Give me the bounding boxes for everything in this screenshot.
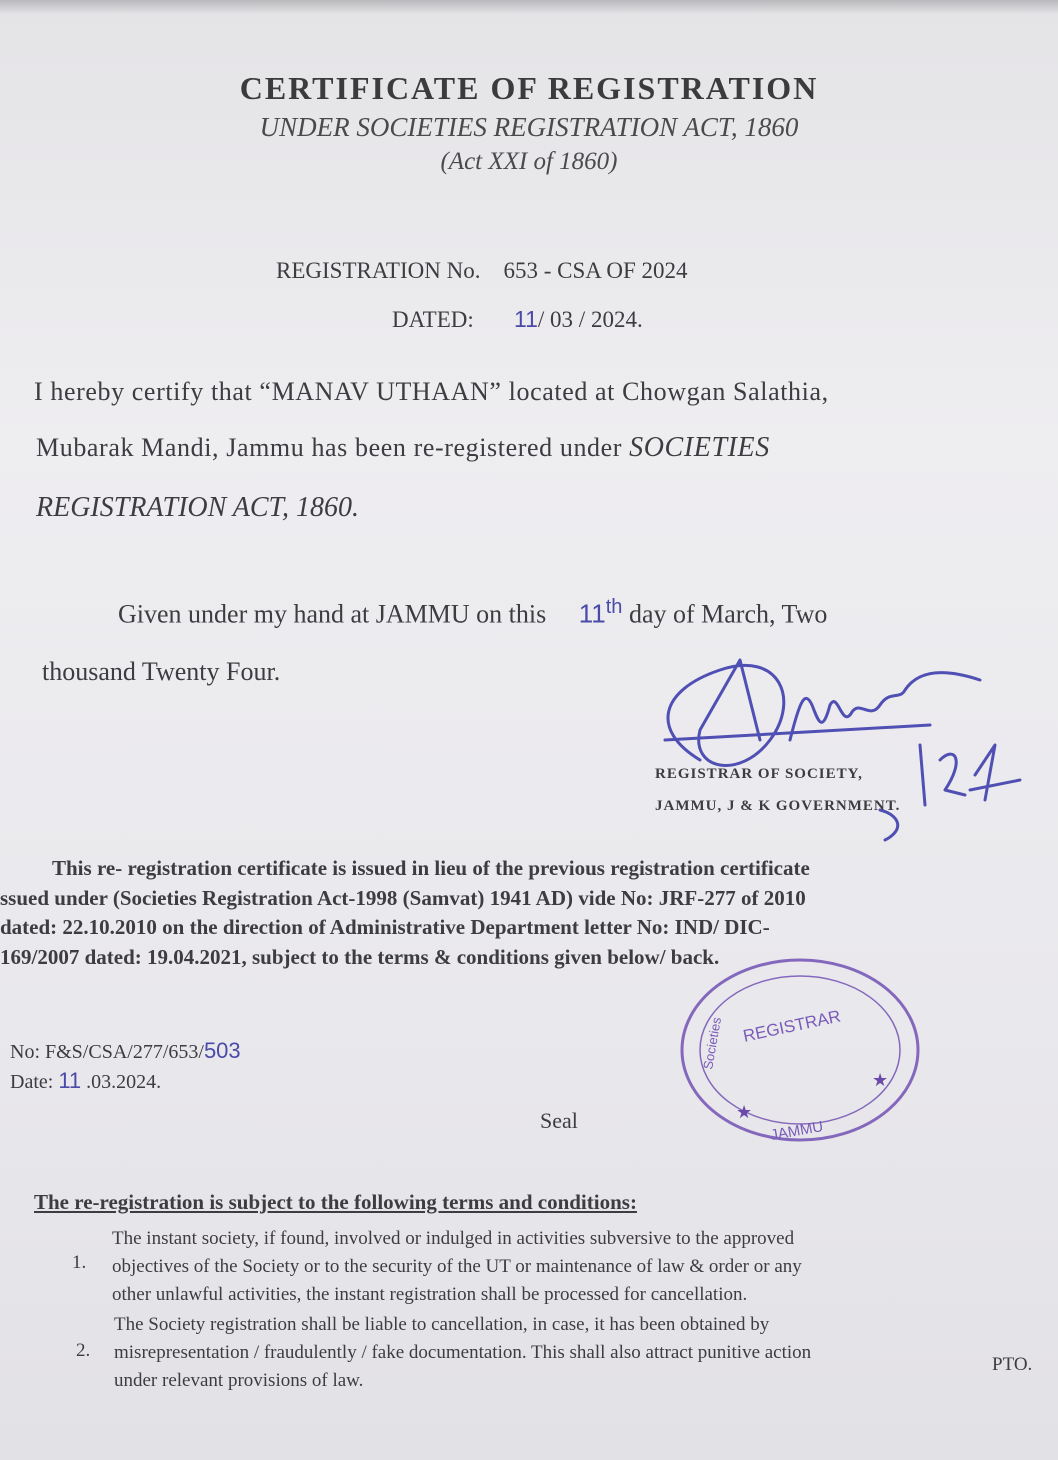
certificate-title: CERTIFICATE OF REGISTRATION: [239, 70, 819, 106]
certificate-subtitle: UNDER SOCIETIES REGISTRATION ACT, 1860: [259, 112, 799, 142]
term-1-line-2: objectives of the Society or to the security of the UT or maintenance of law & order or any: [112, 1256, 802, 1277]
reference-number-handwritten: 503: [203, 1038, 241, 1063]
stamp-star-icon: ★: [872, 1070, 889, 1091]
stamp-left-arc-text: Societies: [700, 1015, 725, 1071]
term-1-line-3: other unlawful activities, the instant registration shall be processed for cancellation.: [112, 1284, 748, 1305]
reference-date-handwritten: 11: [58, 1068, 82, 1093]
certify-line-2b: SOCIETIES: [629, 432, 770, 463]
term-2-line-2: misrepresentation / fraudulently / fake documentation. This shall also attract punitive action: [114, 1342, 812, 1363]
note-line-1: This re- registration certificate is issued in lieu of the previous registration certificate: [52, 856, 810, 880]
given-line-1b: day of March, Two: [628, 599, 828, 629]
term-2-line-3: under relevant provisions of law.: [114, 1370, 364, 1391]
note-line-4: 169/2007 dated: 19.04.2021, subject to the terms & conditions given below/ back.: [0, 945, 720, 969]
note-line-2: ssued under (Societies Registration Act-1998 (Samvat) 1941 AD) vide No: JRF-277 of 2010: [0, 886, 806, 910]
term-1-line-1: The instant society, if found, involved or indulged in activities subversive to the approved: [112, 1228, 795, 1249]
certify-line-2a: Mubarak Mandi, Jammu has been re-registered under: [36, 433, 630, 462]
signature-date: 11/3/24: [930, 810, 934, 811]
terms-heading: The re-registration is subject to the following terms and conditions:: [34, 1190, 637, 1214]
certify-line-3: REGISTRATION ACT, 1860.: [36, 492, 360, 523]
reference-date-label: Date:: [10, 1071, 59, 1093]
term-2-number: 2.: [76, 1340, 91, 1361]
registration-value: 653 - CSA OF 2024: [503, 258, 688, 283]
certify-line-1: I hereby certify that “MANAV UTHAAN” located at Chowgan Salathia,: [34, 377, 829, 406]
term-1-number: 1.: [72, 1252, 87, 1273]
stamp-star-icon: ★: [736, 1102, 753, 1123]
reference-date-rest: .03.2024.: [81, 1071, 162, 1093]
given-line-2: thousand Twenty Four.: [42, 657, 281, 686]
stamp-bottom-text: JAMMU: [769, 1118, 825, 1145]
note-line-3: dated: 22.10.2010 on the direction of Administrative Department letter No: IND/ DIC-: [0, 915, 770, 939]
given-day-handwritten: 11: [578, 598, 606, 629]
dated-day-handwritten: 11: [514, 306, 538, 332]
act-reference: (Act XXI of 1860): [440, 148, 618, 175]
signatory-title: REGISTRAR OF SOCIETY,: [655, 766, 863, 782]
dated-label: DATED:: [392, 307, 474, 332]
dated-rest: / 03 / 2024.: [537, 307, 643, 332]
reference-number-label: No: F&S/CSA/277/653/: [10, 1041, 204, 1063]
stamp-center-text: REGISTRAR: [741, 1006, 843, 1046]
pto-marker: PTO.: [992, 1354, 1033, 1375]
signatory-office: JAMMU, J & K GOVERNMENT.: [655, 798, 901, 814]
term-2-line-1: The Society registration shall be liable to cancellation, in case, it has been obtained by: [114, 1314, 770, 1335]
given-line-1a: Given under my hand at JAMMU on this: [118, 599, 547, 629]
given-day-suffix: th: [605, 596, 623, 618]
seal-label: Seal: [540, 1108, 578, 1133]
registration-label: REGISTRATION No.: [276, 258, 481, 283]
